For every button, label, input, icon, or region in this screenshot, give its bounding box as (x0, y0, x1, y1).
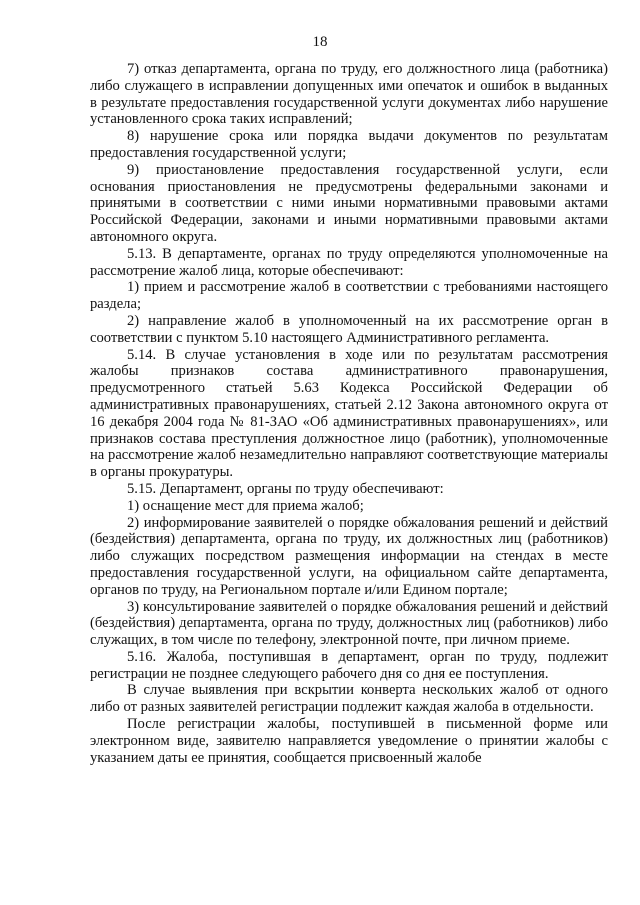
paragraph-registration-notice: После регистрации жалобы, поступившей в письменной форме или электронном виде, заявителю направляется уведомление о принятии жалобы с указанием даты ее принятия, сообщается присвоенный жалобе (90, 716, 608, 766)
paragraph-5-16: 5.16. Жалоба, поступившая в департамент, орган по труду, подлежит регистрации не позднее следующего рабочего дня со дня ее поступления. (90, 648, 608, 682)
paragraph-5-15-item-3: 3) консультирование заявителей о порядке обжалования решений и действий (бездействия) департамента, органа по труду, должностных лиц (работников) либо служащих, в том числе по телефону, электронной почте, при личном приеме. (90, 598, 608, 649)
document-body (90, 61, 608, 766)
page-number: 18 (312, 34, 328, 50)
paragraph-5-13: 5.13. В департаменте, органах по труду определяются уполномоченные на рассмотрение жалоб лица, которые обеспечивают: (90, 245, 608, 279)
paragraph-5-13-item-1: 1) прием и рассмотрение жалоб в соответствии с требованиями настоящего раздела; (90, 279, 608, 313)
paragraph-item-7: 7) отказ департамента, органа по труду, его должностного лица (работника) либо служащего в исправлении допущенных ими опечаток и ошибок в выданных в результате предоставления государственной услуги документах либо нарушение установленного срока таких исправлений; (90, 61, 608, 128)
paragraph-5-14: 5.14. В случае установления в ходе или по результатам рассмотрения жалобы признаков состава административного правонарушения, предусмотренного статьей 5.63 Кодекса Российской Федерации об административных правонарушениях, статьей 2.12 Закона автономного округа от 16 декабря 2004 года № 81-ЗАО «Об административных правонарушениях», или признаков состава преступления должностное лицо (работник), уполномоченные на рассмотрение жалоб незамедлительно направляют соответствующие материалы в органы прокуратуры. (90, 346, 608, 481)
paragraph-item-8: 8) нарушение срока или порядка выдачи документов по результатам предоставления государственной услуги; (90, 128, 608, 161)
paragraph-5-15-item-1: 1) оснащение мест для приема жалоб; (127, 497, 364, 514)
paragraph-5-13-item-2: 2) направление жалоб в уполномоченный на их рассмотрение орган в соответствии с пунктом 5.10 настоящего Административного регламента. (90, 312, 608, 346)
paragraph-5-15: 5.15. Департамент, органы по труду обеспечивают: (127, 480, 444, 497)
paragraph-multiple-complaints: В случае выявления при вскрытии конверта нескольких жалоб от одного либо от разных заявителей регистрации подлежит каждая жалоба в отдельности. (90, 682, 608, 716)
paragraph-item-9: 9) приостановление предоставления государственной услуги, если основания приостановления не предусмотрены федеральными законами и принятыми в соответствии с ними иными нормативными правовыми актами Российской Федерации, законами и иными нормативными правовыми актами автономного округа. (90, 161, 608, 245)
paragraph-5-15-item-2: 2) информирование заявителей о порядке обжалования решений и действий (бездействия) департамента, органа по труду, их должностных лиц (работников) либо служащих посредством размещения информации на стендах в месте предоставления государственной услуги, на официальном сайте департамента, органов по труду, на Региональном портале и/или Едином портале; (90, 514, 608, 598)
